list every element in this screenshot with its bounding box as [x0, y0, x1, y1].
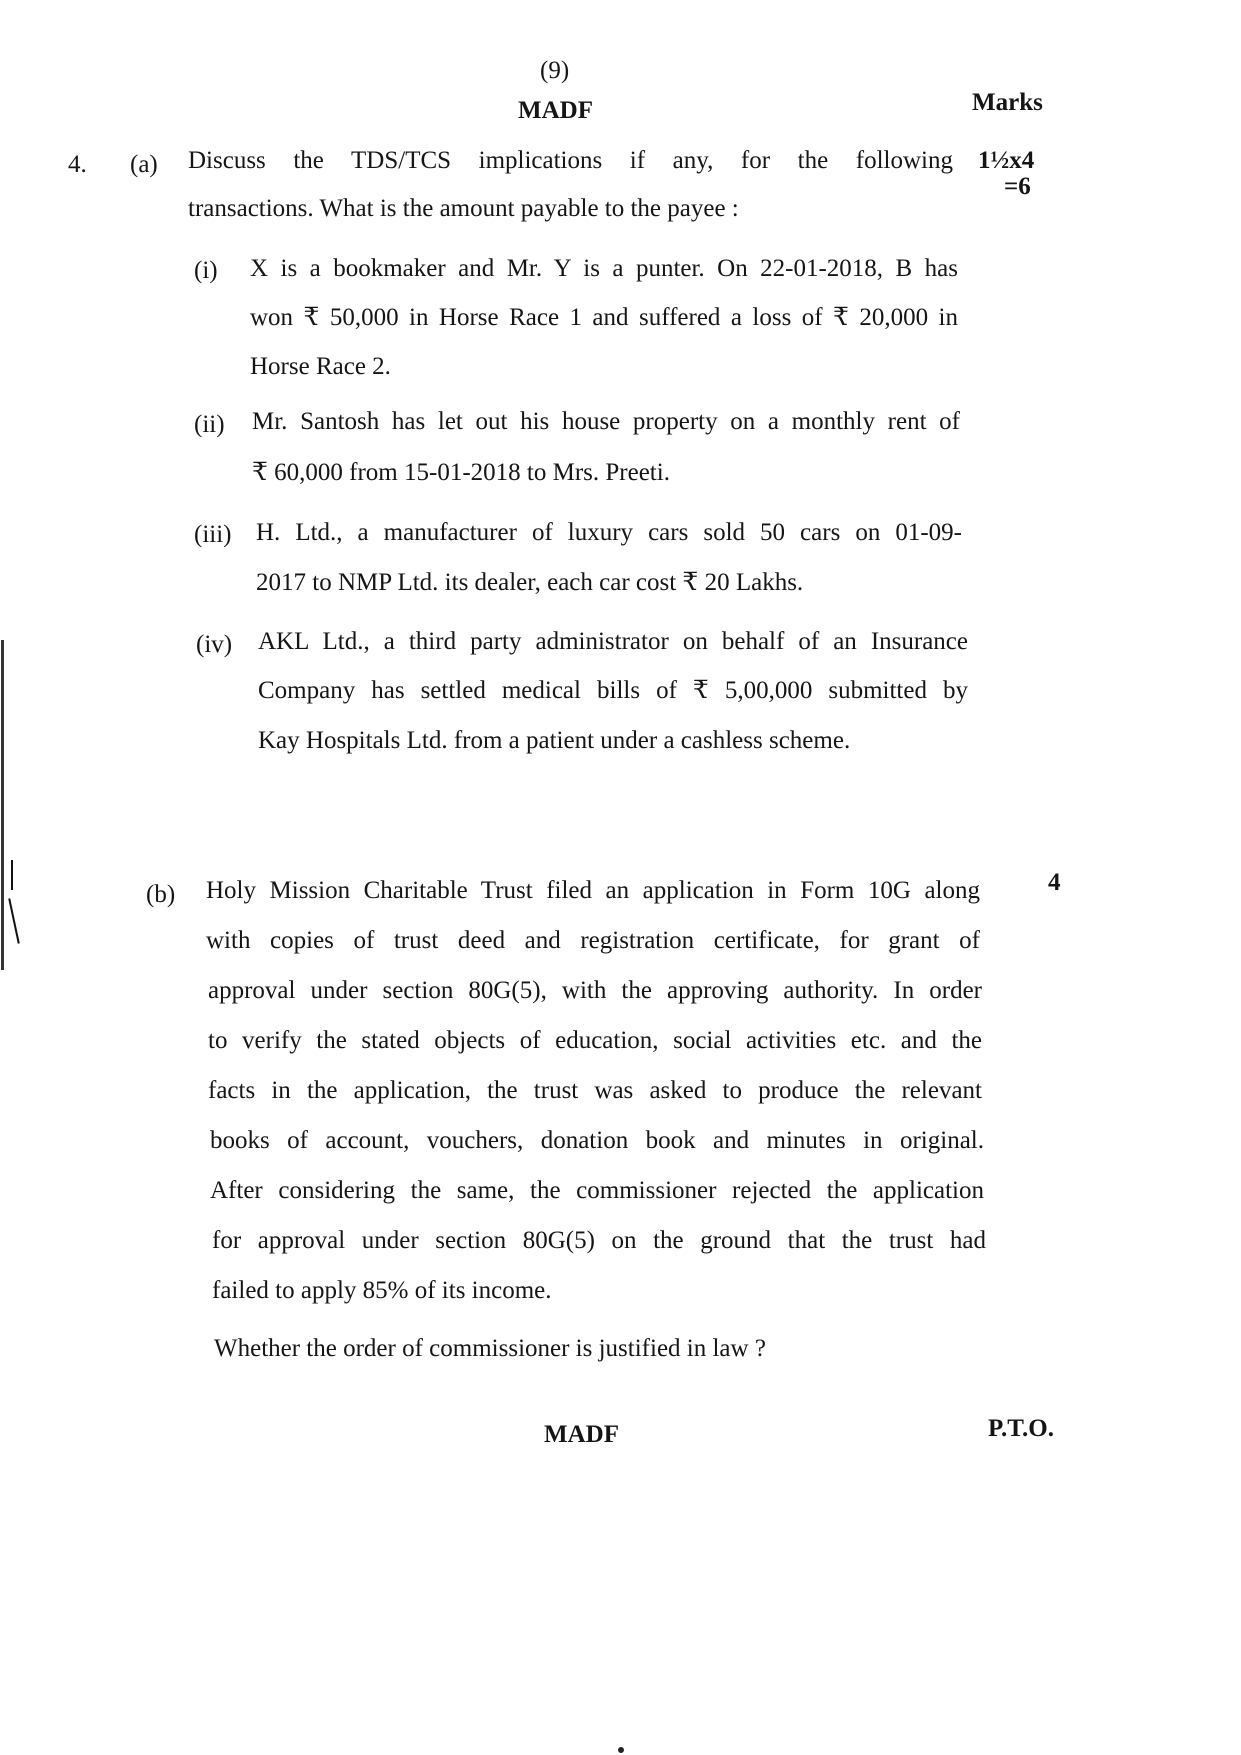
- part-a-marks-line2: =6: [1004, 173, 1031, 200]
- item-i-label: (i): [194, 257, 218, 284]
- question-number: 4.: [68, 151, 87, 178]
- marks-heading: Marks: [972, 89, 1043, 116]
- item-ii-label: (ii): [194, 411, 225, 438]
- page-number: (9): [540, 57, 570, 84]
- item-iii-line2: 2017 to NMP Ltd. its dealer, each car cost ₹ 20 Lakhs.: [256, 569, 804, 596]
- part-b-line7: After considering the same, the commissioner rejected the application: [210, 1177, 984, 1204]
- part-a-marks-line1: 1½x4: [978, 147, 1035, 174]
- item-i-line2: won ₹ 50,000 in Horse Race 1 and suffered a loss of ₹ 20,000 in: [250, 304, 958, 331]
- part-b-line1: Holy Mission Charitable Trust filed an application in Form 10G along: [206, 877, 980, 904]
- part-a-text-line2: transactions. What is the amount payable to the payee :: [188, 195, 739, 222]
- part-b-line6: books of account, vouchers, donation book and minutes in original.: [210, 1127, 984, 1154]
- item-iii-line1: H. Ltd., a manufacturer of luxury cars sold 50 cars on 01-09-: [256, 519, 962, 546]
- item-iv-label: (iv): [196, 631, 233, 658]
- item-i-line1: X is a bookmaker and Mr. Y is a punter. On 22-01-2018, B has: [250, 255, 958, 282]
- scan-mark: [8, 898, 20, 943]
- part-b-line9: failed to apply 85% of its income.: [212, 1277, 552, 1304]
- part-b-line5: facts in the application, the trust was asked to produce the relevant: [208, 1077, 982, 1104]
- part-b-label: (b): [146, 881, 176, 908]
- part-a-label: (a): [130, 151, 158, 178]
- part-b-line8: for approval under section 80G(5) on the ground that the trust had: [212, 1227, 986, 1254]
- item-iv-line1: AKL Ltd., a third party administrator on behalf of an Insurance: [258, 628, 968, 655]
- part-b-line3: approval under section 80G(5), with the approving authority. In order: [208, 977, 982, 1004]
- item-ii-line2: ₹ 60,000 from 15-01-2018 to Mrs. Preeti.: [252, 459, 670, 486]
- item-iii-label: (iii): [194, 521, 232, 548]
- part-b-marks: 4: [1048, 869, 1061, 896]
- scan-dot: [618, 1747, 624, 1753]
- item-iv-line2: Company has settled medical bills of ₹ 5,00,000 submitted by: [258, 677, 968, 704]
- paper-code-header: MADF: [518, 97, 593, 124]
- scan-mark: [11, 860, 13, 890]
- item-i-line3: Horse Race 2.: [250, 353, 391, 380]
- part-b-line4: to verify the stated objects of education, social activities etc. and the: [208, 1027, 982, 1054]
- item-iv-line3: Kay Hospitals Ltd. from a patient under a cashless scheme.: [258, 727, 851, 754]
- part-a-text-line1: Discuss the TDS/TCS implications if any, for the following: [188, 147, 953, 174]
- paper-code-footer: MADF: [544, 1421, 619, 1448]
- scan-edge-line: [1, 640, 4, 970]
- item-ii-line1: Mr. Santosh has let out his house property on a monthly rent of: [252, 408, 960, 435]
- pto-label: P.T.O.: [988, 1415, 1054, 1442]
- part-b-question: Whether the order of commissioner is justified in law ?: [214, 1335, 766, 1362]
- part-b-line2: with copies of trust deed and registration certificate, for grant of: [206, 927, 980, 954]
